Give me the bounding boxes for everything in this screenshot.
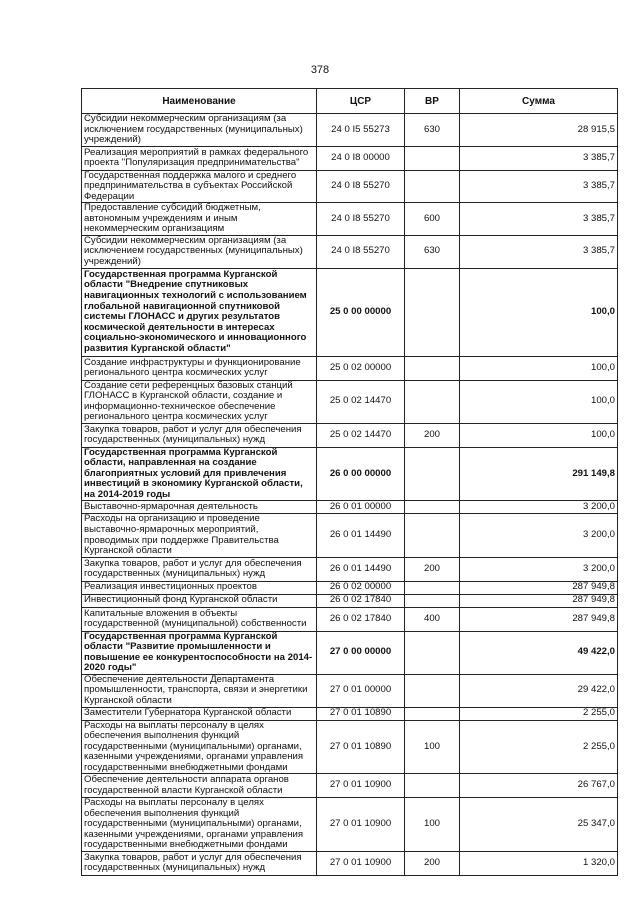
cell-csr: 27 0 01 00000 bbox=[317, 674, 405, 707]
table-row bbox=[82, 170, 618, 203]
cell-csr: 27 0 00 00000 bbox=[317, 631, 405, 674]
cell-name: Государственная поддержка малого и среднего предпринимательства в субъектах Российской Федерации bbox=[82, 170, 317, 203]
cell-vr bbox=[405, 356, 460, 380]
cell-vr: 600 bbox=[405, 203, 460, 236]
cell-name: Закупка товаров, работ и услуг для обеспечения государственных (муниципальных) нужд bbox=[82, 557, 317, 581]
cell-name: Расходы на организацию и проведение выставочно-ярмарочных мероприятий, проводимых при поддержке Правительства Курганской области bbox=[82, 514, 317, 557]
cell-name: Закупка товаров, работ и услуг для обеспечения государственных (муниципальных) нужд bbox=[82, 423, 317, 447]
cell-sum: 2 255,0 bbox=[460, 720, 618, 774]
cell-csr: 26 0 02 17840 bbox=[317, 594, 405, 607]
table-row bbox=[82, 674, 618, 707]
table-row bbox=[82, 356, 618, 380]
cell-name: Расходы на выплаты персоналу в целях обеспечения выполнения функций государственными (муниципальными) органами, казенными учреждениями, органами управления государственными внебюджетными фондами bbox=[82, 798, 317, 852]
cell-name: Субсидии некоммерческим организациям (за исключением государственных (муниципальных) учреждений) bbox=[82, 235, 317, 268]
cell-vr: 200 bbox=[405, 557, 460, 581]
table-row bbox=[82, 607, 618, 631]
header-sum: Сумма bbox=[460, 89, 618, 114]
cell-csr: 27 0 01 10890 bbox=[317, 707, 405, 720]
cell-name: Предоставление субсидий бюджетным, автономным учреждениям и иным некоммерческим организациям bbox=[82, 203, 317, 236]
cell-name: Капитальные вложения в объекты государственной (муниципальной) собственности bbox=[82, 607, 317, 631]
page-number: 378 bbox=[310, 64, 330, 76]
cell-csr: 24 0 I8 55270 bbox=[317, 235, 405, 268]
cell-sum: 287 949,8 bbox=[460, 581, 618, 594]
table-row bbox=[82, 501, 618, 514]
cell-vr bbox=[405, 514, 460, 557]
cell-csr: 27 0 01 10900 bbox=[317, 798, 405, 852]
cell-sum: 29 422,0 bbox=[460, 674, 618, 707]
cell-name: Реализация мероприятий в рамках федерального проекта "Популяризация предпринимательства" bbox=[82, 146, 317, 170]
cell-sum: 287 949,8 bbox=[460, 607, 618, 631]
cell-vr: 100 bbox=[405, 798, 460, 852]
cell-csr: 27 0 01 10890 bbox=[317, 720, 405, 774]
cell-csr: 26 0 01 00000 bbox=[317, 501, 405, 514]
cell-name: Выставочно-ярмарочная деятельность bbox=[82, 501, 317, 514]
cell-csr: 25 0 02 14470 bbox=[317, 423, 405, 447]
cell-vr: 200 bbox=[405, 851, 460, 875]
table-row bbox=[82, 631, 618, 674]
table-row bbox=[82, 594, 618, 607]
cell-sum: 3 385,7 bbox=[460, 146, 618, 170]
cell-csr: 25 0 00 00000 bbox=[317, 268, 405, 356]
table-row bbox=[82, 423, 618, 447]
cell-sum: 3 200,0 bbox=[460, 501, 618, 514]
cell-sum: 100,0 bbox=[460, 423, 618, 447]
cell-vr: 400 bbox=[405, 607, 460, 631]
cell-name: Заместители Губернатора Курганской области bbox=[82, 707, 317, 720]
table-row bbox=[82, 146, 618, 170]
cell-sum: 3 385,7 bbox=[460, 170, 618, 203]
cell-csr: 25 0 02 00000 bbox=[317, 356, 405, 380]
cell-vr bbox=[405, 501, 460, 514]
cell-csr: 27 0 01 10900 bbox=[317, 851, 405, 875]
table-row bbox=[82, 235, 618, 268]
table-row bbox=[82, 203, 618, 236]
cell-csr: 26 0 02 00000 bbox=[317, 581, 405, 594]
cell-name: Субсидии некоммерческим организациям (за исключением государственных (муниципальных) учреждений) bbox=[82, 114, 317, 147]
cell-vr bbox=[405, 594, 460, 607]
table-row bbox=[82, 581, 618, 594]
cell-vr bbox=[405, 268, 460, 356]
table-row bbox=[82, 557, 618, 581]
cell-sum: 100,0 bbox=[460, 380, 618, 423]
cell-sum: 3 200,0 bbox=[460, 557, 618, 581]
cell-vr: 100 bbox=[405, 720, 460, 774]
cell-vr bbox=[405, 170, 460, 203]
cell-name: Государственная программа Курганской области, направленная на создание благоприятных условий для привлечения инвестиций в экономику Курганской области, на 2014-2019 годы bbox=[82, 447, 317, 501]
header-row bbox=[82, 89, 618, 114]
cell-sum: 2 255,0 bbox=[460, 707, 618, 720]
table-row bbox=[82, 380, 618, 423]
table-body bbox=[82, 114, 618, 876]
cell-csr: 26 0 00 00000 bbox=[317, 447, 405, 501]
cell-csr: 26 0 01 14490 bbox=[317, 557, 405, 581]
cell-sum: 3 385,7 bbox=[460, 235, 618, 268]
cell-sum: 100,0 bbox=[460, 356, 618, 380]
cell-vr bbox=[405, 380, 460, 423]
table-row bbox=[82, 268, 618, 356]
cell-vr bbox=[405, 631, 460, 674]
cell-name: Расходы на выплаты персоналу в целях обеспечения выполнения функций государственными (муниципальными) органами, казенными учреждениями, органами управления государственными внебюджетными фондами bbox=[82, 720, 317, 774]
cell-sum: 49 422,0 bbox=[460, 631, 618, 674]
header-csr: ЦСР bbox=[317, 89, 405, 114]
cell-name: Реализация инвестиционных проектов bbox=[82, 581, 317, 594]
cell-sum: 287 949,8 bbox=[460, 594, 618, 607]
cell-csr: 26 0 01 14490 bbox=[317, 514, 405, 557]
cell-vr bbox=[405, 447, 460, 501]
cell-sum: 3 200,0 bbox=[460, 514, 618, 557]
cell-csr: 24 0 I8 00000 bbox=[317, 146, 405, 170]
cell-sum: 3 385,7 bbox=[460, 203, 618, 236]
cell-vr bbox=[405, 774, 460, 798]
table-row bbox=[82, 447, 618, 501]
cell-vr: 200 bbox=[405, 423, 460, 447]
cell-vr: 630 bbox=[405, 114, 460, 147]
cell-name: Создание инфраструктуры и функционирование регионального центра космических услуг bbox=[82, 356, 317, 380]
cell-name: Обеспечение деятельности аппарата органов государственной власти Курганской области bbox=[82, 774, 317, 798]
budget-table bbox=[81, 88, 618, 876]
cell-name: Создание сети референцных базовых станций ГЛОНАСС в Курганской области, создание и информационно-техническое обеспечение регионального центра космических услуг bbox=[82, 380, 317, 423]
header-vr: ВР bbox=[405, 89, 460, 114]
table-row bbox=[82, 707, 618, 720]
header-name: Наименование bbox=[82, 89, 317, 114]
cell-name: Государственная программа Курганской области "Внедрение спутниковых навигационных технологий с использованием глобальной навигационной спутниковой системы ГЛОНАСС и других результатов космической деятельности в интересах социально-экономического и инновационного развития Курганской области" bbox=[82, 268, 317, 356]
table-row bbox=[82, 114, 618, 147]
table-row bbox=[82, 720, 618, 774]
cell-csr: 24 0 I8 55270 bbox=[317, 203, 405, 236]
cell-sum: 25 347,0 bbox=[460, 798, 618, 852]
cell-sum: 28 915,5 bbox=[460, 114, 618, 147]
cell-vr bbox=[405, 674, 460, 707]
table-row bbox=[82, 774, 618, 798]
cell-csr: 24 0 I5 55273 bbox=[317, 114, 405, 147]
cell-csr: 26 0 02 17840 bbox=[317, 607, 405, 631]
cell-name: Государственная программа Курганской области "Развитие промышленности и повышение ее конкурентоспособности на 2014-2020 годы" bbox=[82, 631, 317, 674]
table-row bbox=[82, 798, 618, 852]
cell-vr bbox=[405, 707, 460, 720]
cell-vr bbox=[405, 146, 460, 170]
cell-name: Инвестиционный фонд Курганской области bbox=[82, 594, 317, 607]
cell-vr: 630 bbox=[405, 235, 460, 268]
table-row bbox=[82, 514, 618, 557]
cell-sum: 1 320,0 bbox=[460, 851, 618, 875]
cell-sum: 26 767,0 bbox=[460, 774, 618, 798]
cell-sum: 100,0 bbox=[460, 268, 618, 356]
cell-csr: 27 0 01 10900 bbox=[317, 774, 405, 798]
table-row bbox=[82, 851, 618, 875]
cell-sum: 291 149,8 bbox=[460, 447, 618, 501]
cell-csr: 24 0 I8 55270 bbox=[317, 170, 405, 203]
cell-name: Обеспечение деятельности Департамента промышленности, транспорта, связи и энергетики Курганской области bbox=[82, 674, 317, 707]
cell-name: Закупка товаров, работ и услуг для обеспечения государственных (муниципальных) нужд bbox=[82, 851, 317, 875]
cell-csr: 25 0 02 14470 bbox=[317, 380, 405, 423]
cell-vr bbox=[405, 581, 460, 594]
